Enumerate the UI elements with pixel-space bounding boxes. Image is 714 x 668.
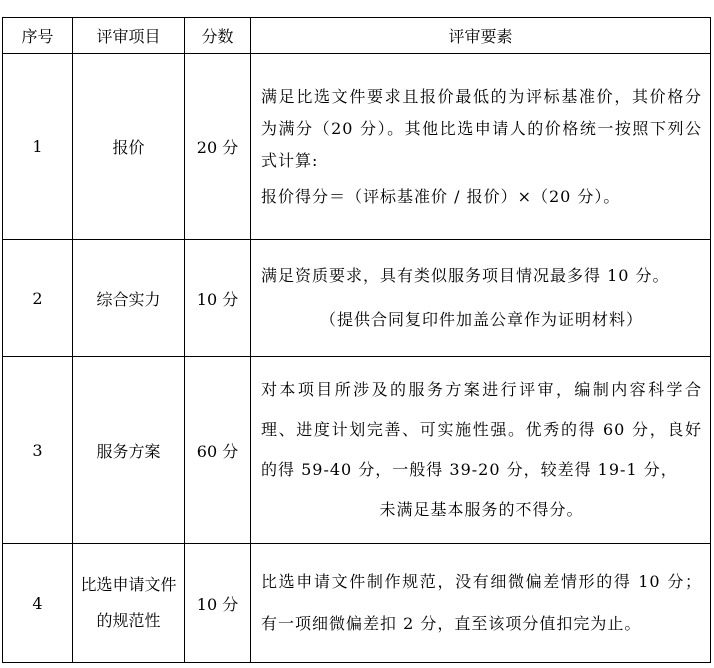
header-item: 评审项目 bbox=[73, 18, 185, 54]
criteria-formula: 报价得分＝（评标基准价 / 报价）×（20 分）。 bbox=[261, 186, 621, 206]
table-header-row bbox=[3, 18, 711, 54]
table-row bbox=[3, 357, 711, 544]
table-row bbox=[3, 544, 711, 663]
header-no: 序号 bbox=[3, 18, 73, 54]
evaluation-table bbox=[2, 17, 711, 663]
row-score: 20 分 bbox=[185, 54, 251, 240]
header-criteria: 评审要素 bbox=[251, 18, 711, 54]
row-score: 10 分 bbox=[185, 544, 251, 663]
row-criteria bbox=[251, 240, 711, 357]
criteria-note: 未满足基本服务的不得分。 bbox=[379, 500, 584, 519]
criteria-text: 满足资质要求，具有类似服务项目情况最多得 10 分。 bbox=[261, 266, 670, 285]
row-no: 3 bbox=[3, 357, 73, 544]
row-item: 综合实力 bbox=[73, 240, 185, 357]
row-no: 1 bbox=[3, 54, 73, 240]
row-no: 2 bbox=[3, 240, 73, 357]
row-score: 60 分 bbox=[185, 357, 251, 544]
row-item: 比选申请文件的规范性 bbox=[73, 544, 185, 663]
row-item: 服务方案 bbox=[73, 357, 185, 544]
criteria-text: 比选申请文件制作规范，没有细微偏差情形的得 10 分；有一项细微偏差扣 2 分，直至该项分值扣完为止。 bbox=[261, 572, 702, 633]
row-criteria bbox=[251, 54, 711, 240]
table-row bbox=[3, 54, 711, 240]
header-score: 分数 bbox=[185, 18, 251, 54]
row-item: 报价 bbox=[73, 54, 185, 240]
row-criteria bbox=[251, 544, 711, 663]
criteria-note: （提供合同复印件加盖公章作为证明材料） bbox=[319, 310, 643, 329]
row-score: 10 分 bbox=[185, 240, 251, 357]
row-criteria bbox=[251, 357, 711, 544]
table-row bbox=[3, 240, 711, 357]
row-no: 4 bbox=[3, 544, 73, 663]
criteria-text: 满足比选文件要求且报价最低的为评标基准价，其价格分为满分（20 分）。其他比选申请人的价格统一按照下列公式计算: bbox=[261, 86, 702, 170]
criteria-text: 对本项目所涉及的服务方案进行评审，编制内容科学合理、进度计划完善、可实施性强。优秀的得 60 分，良好的得 59-40 分，一般得 39-20 分，较差得 19-1 分， bbox=[261, 380, 702, 479]
